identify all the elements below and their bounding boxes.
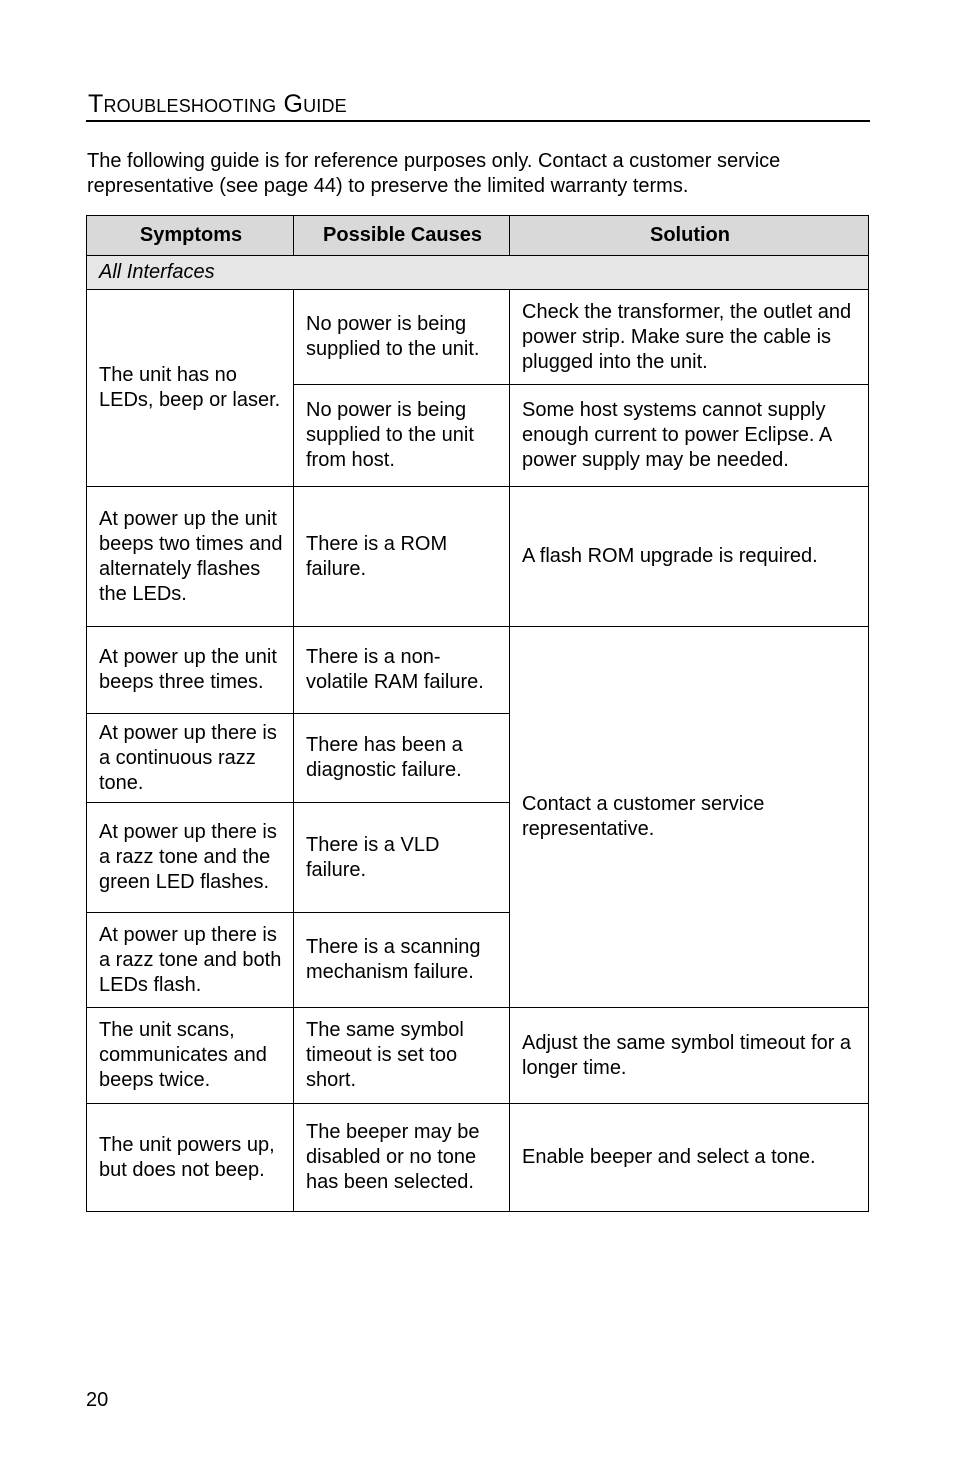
section-heading: [86, 88, 870, 122]
cause-cell: There is a non-volatile RAM failure.: [294, 627, 510, 714]
solution-cell: Adjust the same symbol timeout for a longer time.: [510, 1008, 869, 1104]
symptom-cell: The unit powers up, but does not beep.: [87, 1104, 294, 1212]
table-row: [87, 627, 869, 714]
header-symptoms: Symptoms: [87, 216, 294, 256]
symptom-cell: At power up there is a continuous razz tone.: [87, 714, 294, 803]
table-row: [87, 290, 869, 385]
solution-cell: Contact a customer service representative.: [510, 627, 869, 1008]
page-number: 20: [86, 1389, 109, 1411]
table-row: [87, 1104, 869, 1212]
section-title: Troubleshooting Guide: [88, 90, 347, 118]
intro-paragraph: The following guide is for reference purposes only. Contact a customer service representative (see page 44) to preserve the limited warranty terms.: [87, 150, 781, 197]
cause-cell: The beeper may be disabled or no tone has been selected.: [294, 1104, 510, 1212]
solution-cell: A flash ROM upgrade is required.: [510, 487, 869, 627]
cause-cell: The same symbol timeout is set too short.: [294, 1008, 510, 1104]
symptom-cell: The unit has no LEDs, beep or laser.: [87, 290, 294, 487]
solution-cell: Some host systems cannot supply enough current to power Eclipse. A power supply may be needed.: [510, 385, 869, 487]
cause-cell: There is a scanning mechanism failure.: [294, 913, 510, 1008]
troubleshooting-table: [86, 215, 869, 1212]
table-header-row: [87, 216, 869, 256]
symptom-cell: At power up the unit beeps three times.: [87, 627, 294, 714]
symptom-cell: The unit scans, communicates and beeps twice.: [87, 1008, 294, 1104]
cause-cell: There is a VLD failure.: [294, 803, 510, 913]
header-solution: Solution: [510, 216, 869, 256]
cause-cell: No power is being supplied to the unit from host.: [294, 385, 510, 487]
table-row: [87, 1008, 869, 1104]
symptom-cell: At power up there is a razz tone and both LEDs flash.: [87, 913, 294, 1008]
group-row: [87, 256, 869, 290]
solution-cell: Check the transformer, the outlet and power strip. Make sure the cable is plugged into the unit.: [510, 290, 869, 385]
cause-cell: There is a ROM failure.: [294, 487, 510, 627]
header-possible-causes: Possible Causes: [294, 216, 510, 256]
table-row: [87, 487, 869, 627]
group-label: All Interfaces: [87, 256, 869, 290]
cause-cell: There has been a diagnostic failure.: [294, 714, 510, 803]
solution-cell: Enable beeper and select a tone.: [510, 1104, 869, 1212]
symptom-cell: At power up there is a razz tone and the green LED flashes.: [87, 803, 294, 913]
cause-cell: No power is being supplied to the unit.: [294, 290, 510, 385]
symptom-cell: At power up the unit beeps two times and alternately flashes the LEDs.: [87, 487, 294, 627]
